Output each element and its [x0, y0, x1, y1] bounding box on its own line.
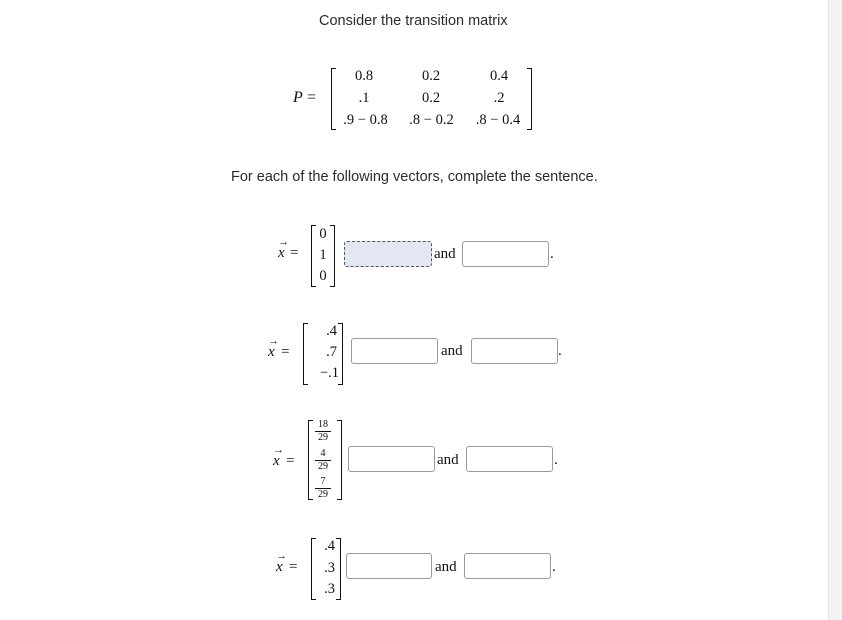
and-text: and	[434, 246, 456, 262]
vector-arrow-icon: →	[276, 550, 287, 562]
vector-arrow-icon: →	[278, 236, 289, 248]
vector-entry: 0	[319, 226, 327, 242]
answer-input-3b[interactable]	[466, 446, 553, 472]
answer-input-4a[interactable]	[346, 553, 432, 579]
vector-x-label: → x	[273, 444, 284, 469]
answer-input-4b[interactable]	[464, 553, 551, 579]
and-text: and	[441, 343, 463, 359]
vector-arrow-icon: →	[268, 335, 279, 347]
vector-fraction: 18 29	[315, 420, 331, 443]
matrix-cell: .8 − 0.4	[475, 112, 521, 128]
vector-x-label: → x	[268, 335, 279, 360]
vector-entry: 1	[319, 247, 327, 263]
vector-entry: −.1	[319, 365, 339, 381]
vector-fraction: 7 29	[315, 477, 331, 500]
vector-right-bracket	[336, 538, 341, 600]
answer-input-3a[interactable]	[348, 446, 435, 472]
scrollbar-track[interactable]	[828, 0, 842, 620]
answer-input-2b[interactable]	[471, 338, 558, 364]
vector-right-bracket	[337, 420, 342, 500]
instruction-text: For each of the following vectors, complete the sentence.	[231, 169, 598, 185]
vector-entry: .3	[324, 581, 335, 597]
and-text: and	[435, 559, 457, 575]
matrix-cell: .2	[493, 90, 505, 106]
matrix-right-bracket	[527, 68, 532, 130]
matrix-equals: =	[307, 89, 317, 106]
vector-equals: =	[290, 245, 299, 261]
vector-equals: =	[286, 453, 295, 469]
vector-entry: .4	[324, 538, 335, 554]
matrix-cell: .8 − 0.2	[409, 112, 454, 128]
matrix-cell: .9 − 0.8	[343, 112, 388, 128]
vector-x-label: → x	[276, 550, 287, 575]
and-text: and	[437, 452, 459, 468]
vector-equals: =	[281, 344, 290, 360]
matrix-label: P	[293, 89, 303, 106]
answer-input-2a[interactable]	[351, 338, 438, 364]
vector-entry: .4	[326, 323, 337, 339]
matrix-left-bracket	[331, 68, 336, 130]
matrix-cell: 0.4	[489, 68, 509, 84]
intro-text: Consider the transition matrix	[319, 13, 508, 29]
vector-entry: 0	[319, 268, 327, 284]
answer-input-1a[interactable]	[344, 241, 432, 267]
period: .	[554, 452, 558, 468]
vector-x-label: → x	[278, 236, 289, 261]
vector-equals: =	[289, 559, 298, 575]
vector-arrow-icon: →	[273, 444, 284, 456]
matrix-cell: 0.2	[421, 68, 441, 84]
matrix-cell: .1	[358, 90, 370, 106]
period: .	[550, 246, 554, 262]
vector-fraction: 4 29	[315, 449, 331, 472]
vector-entry: .3	[324, 560, 335, 576]
period: .	[558, 343, 562, 359]
matrix-cell: 0.8	[354, 68, 374, 84]
period: .	[552, 559, 556, 575]
vector-left-bracket	[303, 323, 308, 385]
vector-left-bracket	[308, 420, 313, 500]
answer-input-1b[interactable]	[462, 241, 549, 267]
vector-entry: .7	[326, 344, 337, 360]
matrix-cell: 0.2	[421, 90, 441, 106]
